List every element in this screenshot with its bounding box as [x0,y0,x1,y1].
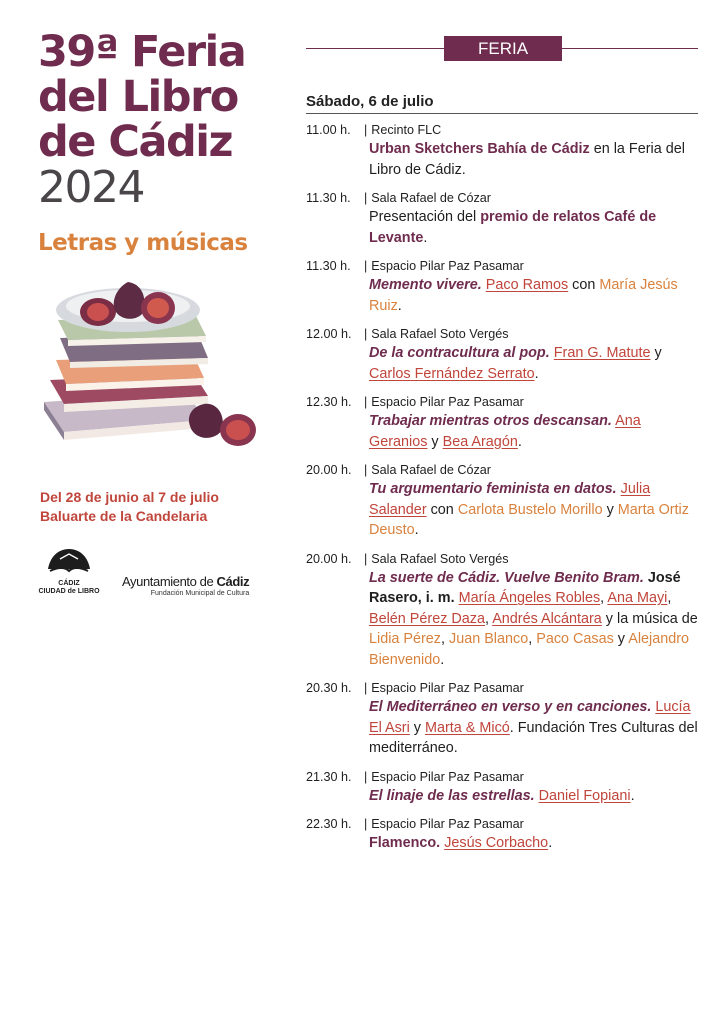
event-text: . [534,365,539,382]
day-divider [306,113,698,114]
logo2-subtitle: Fundación Municipal de Cultura [150,590,250,597]
event-venue: Espacio Pilar Paz Pasamar [371,769,524,784]
event-separator: | [364,817,368,831]
books-figs-illustration [36,280,268,460]
event-text: en la Feria del Libro de Cádiz. [369,141,685,178]
day-heading: Sábado, 6 de julio [306,93,434,110]
event-item [306,816,698,854]
event-title: Urban Sketchers Bahía de Cádiz [369,141,590,157]
event-header [306,122,698,139]
event-time: 20.00 h. [306,463,352,477]
event-time: 12.30 h. [306,395,352,409]
event-item [306,190,698,248]
participant-name: María Ángeles Robles [458,590,601,606]
event-item [306,462,698,541]
venue-line: Baluarte de la Candelaria [40,508,208,524]
event-text: . [517,433,522,450]
participant-name: Alejandro Bienvenido [369,631,690,668]
event-venue: Espacio Pilar Paz Pasamar [371,681,524,695]
event-text: . [548,835,553,851]
participant-name: Andrés Alcántara [492,610,602,627]
event-venue: Espacio Pilar Paz Pasamar [371,259,524,273]
participant-name: Jesús Corbacho [444,835,549,851]
logo1-text: CÁDIZ [58,580,80,587]
event-description [369,411,698,452]
event-text: y [427,433,443,450]
event-item [306,258,698,316]
participant-name: María Jesús Ruiz [369,277,678,314]
participant-name: Paco Ramos [485,277,569,293]
event-text: , [485,610,493,627]
event-venue: Sala Rafael Soto Vergés [371,551,509,566]
event-venue: Espacio Pilar Paz Pasamar [371,395,524,409]
event-header [306,190,698,207]
event-description [369,139,698,180]
event-item [306,122,698,180]
event-text: , [441,631,449,647]
participant-name: Lidia Pérez [369,631,441,647]
event-header [306,326,698,343]
title-line: del Libro [38,72,238,122]
participant-name: Juan Blanco [449,631,529,647]
poster-title [38,27,246,213]
title-line: 39ª Feria [38,27,246,77]
event-text: y la música de [601,610,698,627]
event-header [306,769,698,786]
event-list [306,122,698,864]
event-text: con [568,277,600,293]
event-title: premio de relatos Café de Levante [369,209,657,246]
event-separator: | [364,123,368,137]
participant-name: Ana Geranios [369,413,641,450]
participant-name: Daniel Fopiani [538,787,631,804]
event-title: Trabajar mientras otros descansan. [369,413,612,429]
event-item [306,680,698,759]
book-emblem-icon [36,545,102,575]
event-text: . Fundación Tres Culturas del mediterráneo. [369,719,698,756]
event-header [306,551,698,568]
event-time: 11.30 h. [306,191,351,205]
event-title: Tu argumentario feminista en datos. [369,481,617,497]
event-description [369,568,698,671]
participant-name: Paco Casas [536,631,614,647]
participant-name: Julia Salander [369,481,651,518]
event-text: . [414,522,419,538]
participant-name: Carlos Fernández Serrato [369,365,535,382]
participant-name: Marta & Micó [425,719,510,736]
event-text: y [602,501,618,518]
participant-name: Belén Pérez Daza [369,610,485,627]
dates-line: Del 28 de junio al 7 de julio [40,489,219,505]
event-header [306,816,698,833]
participant-name: Bea Aragón [442,433,518,450]
event-venue: Sala Rafael de Cózar [371,463,491,477]
event-title: Flamenco. [369,835,441,851]
event-title: El linaje de las estrellas. [369,787,535,804]
event-author: José Rasero, i. m. [369,569,681,606]
poster-subtitle: Letras y músicas [38,230,248,256]
event-text: . [440,651,445,668]
event-venue: Recinto FLC [371,123,442,137]
event-time: 22.30 h. [306,817,352,831]
event-separator: | [364,681,368,695]
logo2-city: Cádiz [216,574,250,589]
event-header [306,462,698,479]
logo1-text: CIUDAD de LIBRO [38,588,100,595]
event-text: y [613,631,629,647]
event-header [306,394,698,411]
event-title: La suerte de Cádiz. Vuelve Benito Bram. [369,569,644,586]
event-text: y [409,719,425,736]
event-venue: Sala Rafael Soto Vergés [371,327,509,341]
participant-name: Fran G. Matute [553,345,651,361]
event-description [369,343,698,384]
event-item [306,551,698,671]
event-header [306,680,698,697]
participant-name: Marta Ortiz Deusto [369,501,689,538]
event-time: 11.00 h. [306,123,351,137]
cadiz-ciudad-libro-logo [36,545,102,596]
festival-dates [40,488,219,526]
poster-column [0,0,290,1024]
event-text: , [667,590,672,606]
event-separator: | [364,551,368,566]
event-time: 11.30 h. [306,259,351,273]
section-badge: FERIA [444,36,562,61]
event-description [369,275,698,316]
event-text: . [423,229,428,246]
participant-name: Carlota Bustelo Morillo [457,501,603,518]
event-separator: | [364,191,368,205]
event-time: 21.30 h. [306,769,352,784]
event-venue: Espacio Pilar Paz Pasamar [371,817,524,831]
event-description [369,786,698,807]
event-description [369,479,698,541]
event-item [306,326,698,384]
event-title: Memento vivere. [369,277,482,293]
event-text: , [528,631,537,647]
event-header [306,258,698,275]
logo2-title [122,574,249,589]
event-title: De la contracultura al pop. [369,345,550,361]
event-item [306,769,698,807]
event-description [369,697,698,759]
logo2-prefix: Ayuntamiento de [122,574,217,589]
event-description [369,207,698,248]
event-venue: Sala Rafael de Cózar [371,191,491,205]
event-text: Presentación del [369,209,481,225]
ayuntamiento-logo [122,574,249,597]
event-text: . [397,297,402,314]
event-time: 12.00 h. [306,327,352,341]
title-line: de Cádiz [38,117,233,167]
title-year: 2024 [38,162,144,213]
event-separator: | [364,769,368,784]
event-separator: | [364,327,368,341]
event-item [306,394,698,452]
event-separator: | [364,463,368,477]
participant-name: Ana Mayi [607,590,668,606]
event-title: El Mediterráneo en verso y en canciones. [369,699,652,715]
event-time: 20.00 h. [306,551,352,566]
event-time: 20.30 h. [306,681,352,695]
event-text: con [426,501,458,518]
event-text: . [630,787,635,804]
event-separator: | [364,259,368,273]
event-description [369,833,698,854]
participant-name: Lucía El Asri [369,699,691,736]
event-text: y [650,345,662,361]
event-separator: | [364,395,368,409]
event-text: , [600,590,608,606]
